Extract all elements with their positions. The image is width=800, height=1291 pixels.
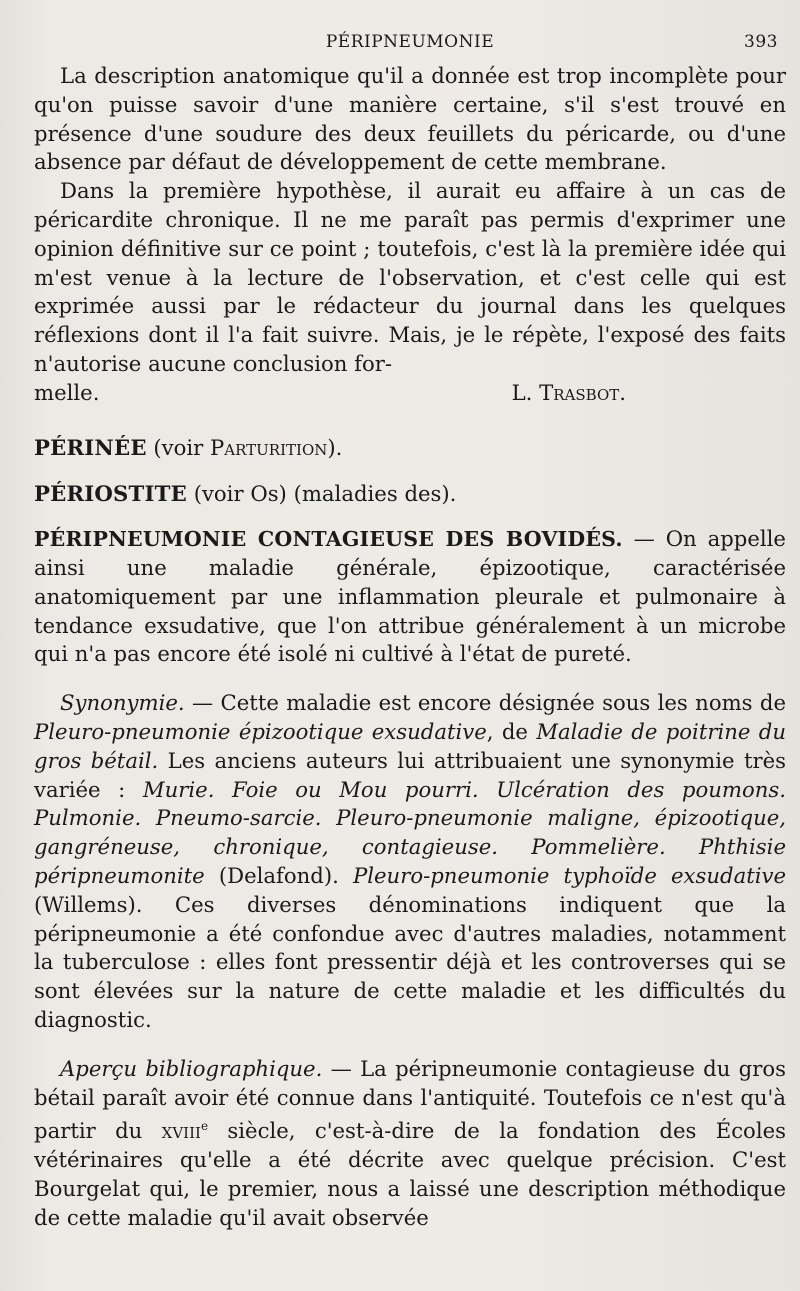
century-superscript: e (200, 1119, 209, 1134)
paragraph-anatomy: La description anatomique qu'il a donnée est trop incomplète pour qu'on puisse savoir d'une manière certaine, s'il s'est trouvé en présence d'une soudure des deux feuillets du péricarde, ou d'une absence par défaut de développement de cette membrane. (34, 63, 786, 175)
synonymie-text-4: (Delafond). (204, 862, 353, 888)
cross-ref-os: (voir Os) (maladies des). (186, 481, 457, 507)
entry-periostite (34, 480, 786, 509)
running-header (34, 28, 786, 62)
headword-periostite: PÉRIOSTITE (34, 481, 187, 507)
cross-ref-prefix: (voir (146, 434, 211, 460)
headword-dash: — (622, 526, 655, 552)
running-title: PÉRIPNEUMONIE (325, 32, 495, 52)
headword-peripneumonie: PÉRIPNEUMONIE CONTAGIEUSE DES BOVIDÉS. (34, 527, 623, 552)
paragraph-apercu (34, 1055, 786, 1233)
paragraph-end: melle. (34, 379, 100, 405)
synonymie-label: Synonymie. (60, 690, 185, 716)
definition-text: On appelle ainsi une maladie générale, épizootique, caractérisée anatomiquement par une inflammation pleurale et pulmonaire à tendance exsudative, que l'on attribue généralement à un microbe qui n'a pas encore été isolé ni cultivé à l'état de pureté. (34, 526, 786, 667)
signature-line (34, 379, 786, 408)
paragraph-synonymie (34, 689, 786, 1035)
synonymie-text-3: Les anciens auteurs lui attribuaient une synonymie très variée : (34, 747, 787, 802)
synonym-2: Maladie de poitrine du gros bétail. (34, 718, 786, 773)
century-numeral: xviii (161, 1118, 201, 1144)
apercu-text-1: — La péripneumonie contagieuse du gros bétail paraît avoir été connue dans l'antiquité. Toutefois ce n'est qu'à partir du (34, 1055, 786, 1144)
synonym-list: Murie. Foie ou Mou pourri. Ulcération des poumons. Pulmonie. Pneumo-sarcie. Pleuro-pneumonie maligne, épizootique, gangréneuse, chronique, contagieuse. Pommelière. Phthisie péripneumonite (34, 776, 786, 888)
author-signature: L. Trasbot. (511, 379, 626, 405)
page-number: 393 (744, 32, 778, 52)
headword-perinee: PÉRINÉE (34, 434, 147, 460)
synonym-1: Pleuro-pneumonie épizootique exsudative (34, 718, 487, 744)
apercu-text-2: siècle, c'est-à-dire de la fondation des Écoles vétérinaires qu'elle a été décrite avec quelque précision. C'est Bourgelat qui, le premier, nous a laissé une description méthodique de cette maladie qu'il avait observée (34, 1118, 787, 1230)
synonymie-text-5: (Willems). Ces diverses dénominations indiquent que la péripneumonie a été confondue avec d'autres maladies, notamment la tuberculose : elles font pressentir déjà et les controverses qui se sont élevées sur la nature de cette maladie et les difficultés du diagnostic. (34, 891, 786, 1032)
synonym-willems: Pleuro-pneumonie typhoïde exsudative (352, 862, 786, 888)
synonymie-text-2: , de (486, 718, 537, 744)
cross-ref-parturition: Parturition (210, 434, 328, 460)
paragraph-hypothesis: Dans la première hypothèse, il aurait eu affaire à un cas de péricardite chronique. Il ne me paraît pas permis d'exprimer une opinion définitive sur ce point ; toutefois, c'est là la première idée qui m'est venue à la lecture de l'observation, et c'est celle qui est exprimée aussi par le rédacteur du journal dans les quelques réflexions dont il l'a fait suivre. Mais, je le répète, l'exposé des faits n'autorise aucune conclusion for- (34, 178, 786, 376)
apercu-label: Aperçu bibliographique. (60, 1055, 323, 1081)
cross-ref-suffix: ). (327, 434, 343, 460)
synonymie-text-1: — Cette maladie est encore désignée sous les noms de (184, 690, 786, 716)
entry-peripneumonie (34, 525, 786, 669)
entry-perinee (34, 434, 786, 463)
